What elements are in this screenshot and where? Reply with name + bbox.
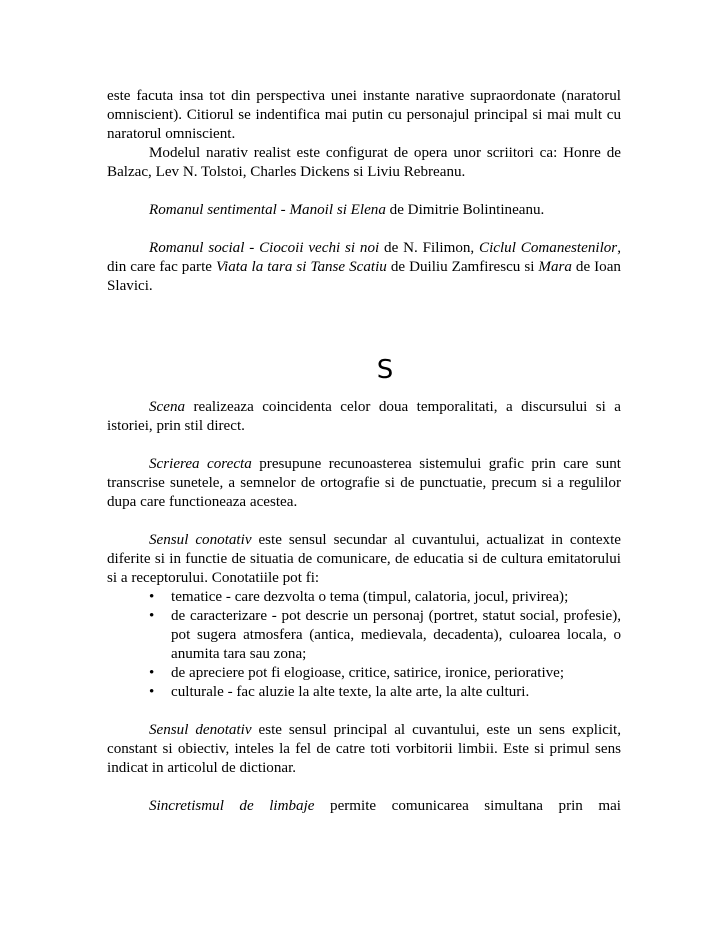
list-item: • de caracterizare - pot descrie un personaj (portret, statut social, profesie), pot sugera atmosfera (antica, medievala, decadenta), culoarea locala, o anumita tara sau zona;: [149, 608, 621, 662]
document-page: [107, 87, 621, 816]
definition-sensul-denotativ: Sensul denotativ este sensul principal al cuvantului, este un sens explicit, constant si obiectiv, inteles la fel de catre toti vorbitorii limbii. Este si primul sens indicat in articolul de dictionar.: [107, 722, 622, 776]
paragraph-romanul-social: Romanul social - Ciocoii vechi si noi de N. Filimon, Ciclul Comanestenilor, din care fac parte Viata la tara si Tanse Scatiu de Duiliu Zamfirescu si Mara de Ioan Slavici.: [107, 240, 621, 294]
list-item: • tematice - care dezvolta o tema (timpul, calatoria, jocul, privirea);: [149, 589, 569, 605]
definition-sensul-conotativ: Sensul conotativ este sensul secundar al cuvantului, actualizat in contexte diferite si in functie de situatia de comunicare, de educatia si de cultura emitatorului si a receptorului. Conotatiile pot fi:: [107, 532, 621, 586]
term: Scrierea corecta: [149, 456, 252, 472]
definition-sincretismul: Sincretismul de limbaje permite comunicarea simultana prin mai: [149, 798, 622, 814]
term: Scena: [149, 399, 186, 415]
bullet-icon: •: [149, 684, 155, 700]
paragraph-continuation: este facuta insa tot din perspectiva unei instante narative supraordonate (naratorul omniscient). Citiorul se indentifica mai putin cu personajul principal si mai mult cu naratorul omniscient.: [107, 88, 621, 142]
definition-scrierea-corecta: Scrierea corecta presupune recunoasterea sistemului grafic prin care sunt transcrise sunetele, a semnelor de ortografie si de punctuatie, precum si a regulilor dupa care functioneaza acestea.: [107, 456, 621, 510]
definition-scena: Scena realizeaza coincidenta celor doua temporalitati, a discursului si a istoriei, prin stil direct.: [107, 399, 621, 434]
list-item: • culturale - fac aluzie la alte texte, la alte arte, la alte culturi.: [149, 684, 530, 700]
paragraph-realist-model: Modelul narativ realist este configurat de opera unor scriitori ca: Honre de Balzac, Lev N. Tolstoi, Charles Dickens si Liviu Rebreanu.: [107, 145, 621, 180]
bullet-icon: •: [149, 608, 155, 624]
term: Sensul denotativ: [149, 722, 252, 738]
paragraph-romanul-sentimental: Romanul sentimental - Manoil si Elena de Dimitrie Bolintineanu.: [149, 202, 545, 218]
term: Romanul social: [149, 240, 245, 256]
term: Sensul conotativ: [149, 532, 252, 548]
term: Sincretismul de limbaje: [149, 798, 315, 814]
section-letter-heading: S: [376, 355, 394, 385]
bullet-icon: •: [149, 589, 155, 605]
term: Romanul sentimental: [149, 202, 277, 218]
list-item: • de apreciere pot fi elogioase, critice, satirice, ironice, periorative;: [149, 665, 565, 681]
conotatii-list: [107, 588, 621, 702]
bullet-icon: •: [149, 665, 155, 681]
